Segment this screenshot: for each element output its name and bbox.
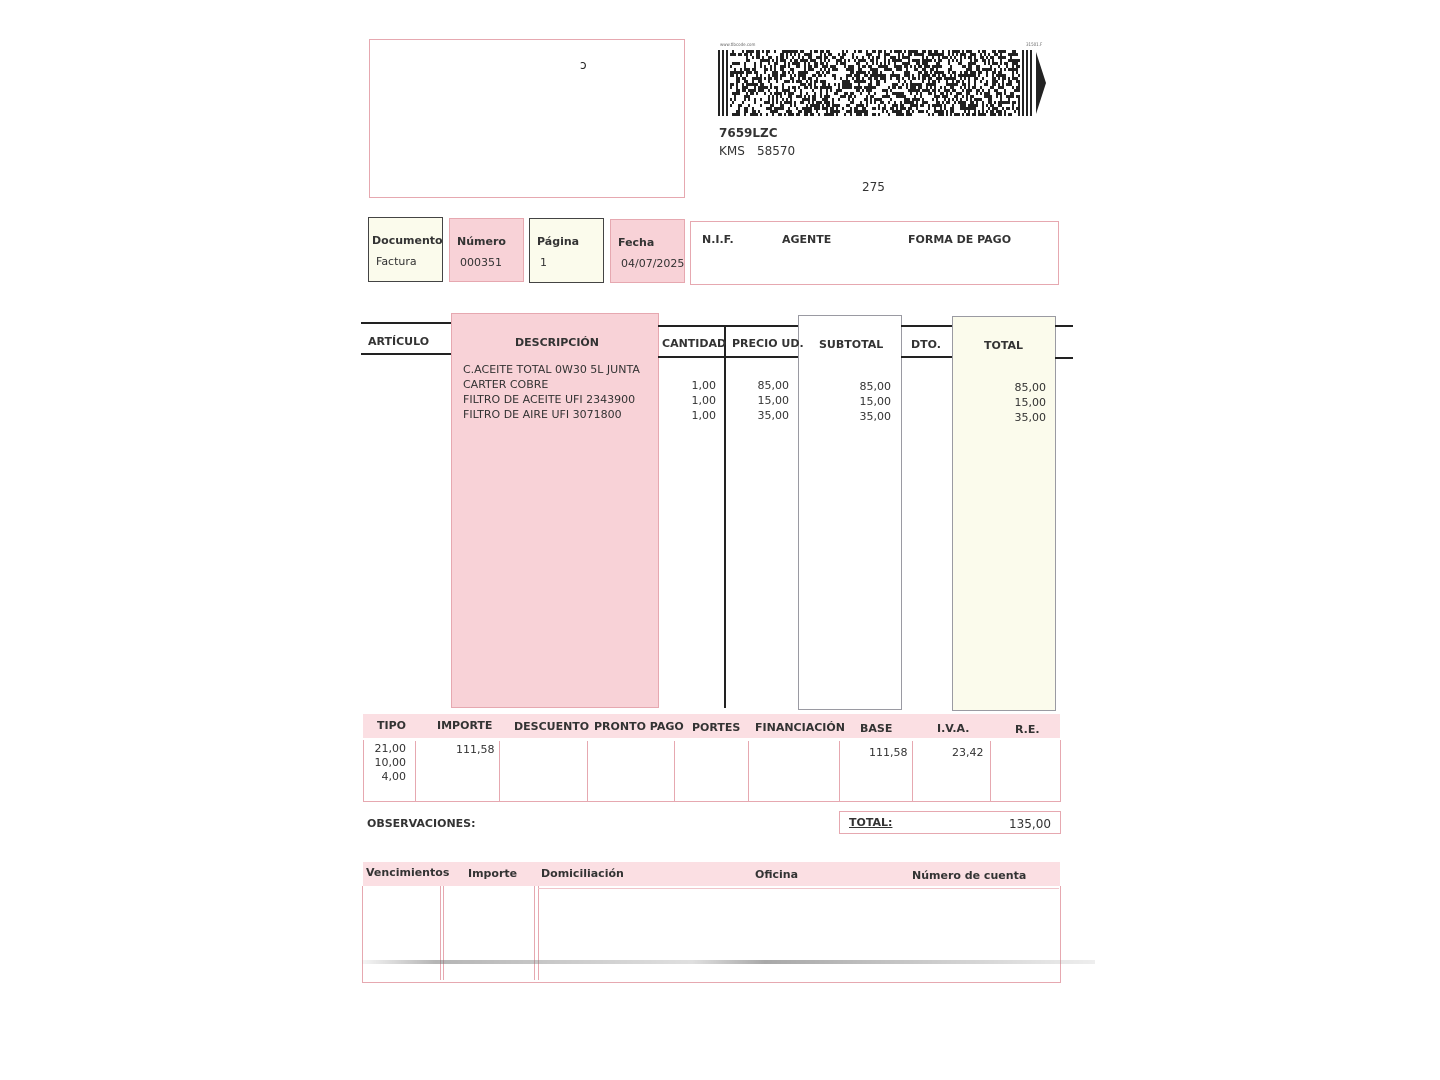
subtotal-values	[820, 380, 891, 425]
payment-inner-top	[538, 888, 1059, 889]
payment-col-divider	[443, 886, 444, 980]
tax-base-value: 111,58	[869, 746, 908, 759]
table-header-rule	[901, 356, 952, 358]
precio-cell: 35,00	[757, 409, 789, 422]
tax-iva-value: 23,42	[952, 746, 984, 759]
tipo-cell: 21,00	[374, 742, 406, 755]
total-cell: 35,00	[1014, 411, 1046, 424]
table-top-rule	[361, 322, 451, 324]
subtotal-cell: 35,00	[859, 410, 891, 423]
agente-label: AGENTE	[782, 233, 832, 246]
kms-label: KMS	[719, 144, 745, 158]
reference-number: 275	[862, 180, 885, 194]
precio-values	[730, 379, 789, 424]
tax-col-tipo: TIPO	[377, 719, 407, 732]
pay-col-numero-cuenta: Número de cuenta	[912, 869, 1027, 882]
tax-col-divider	[990, 741, 991, 801]
subtotal-cell: 85,00	[859, 380, 891, 393]
tax-col-divider	[839, 741, 840, 801]
col-subtotal: SUBTOTAL	[819, 338, 884, 351]
pagina-label: Página	[537, 235, 580, 248]
tax-col-divider	[587, 741, 588, 801]
payment-body	[362, 886, 1061, 983]
observaciones-label: OBSERVACIONES:	[367, 817, 476, 830]
tax-col-portes: PORTES	[692, 721, 741, 734]
subtotal-cell: 15,00	[859, 395, 891, 408]
total-values	[975, 381, 1046, 426]
numero-value: 000351	[460, 256, 502, 269]
pagina-box	[529, 218, 604, 283]
pay-col-oficina: Oficina	[755, 868, 799, 881]
barcode-caption-left: www.tlbcode.com	[720, 42, 756, 47]
documento-label: Documento	[372, 234, 443, 247]
fecha-value: 04/07/2025	[621, 257, 685, 270]
documento-box	[368, 217, 443, 282]
description-line: C.ACEITE TOTAL 0W30 5L JUNTA	[463, 363, 640, 376]
payment-col-divider	[534, 886, 535, 980]
payment-col-divider	[538, 886, 539, 980]
fecha-box	[610, 219, 685, 283]
table-top-rule	[1055, 325, 1073, 327]
tax-col-re: R.E.	[1015, 723, 1040, 736]
table-top-rule	[901, 325, 952, 327]
pay-col-vencimientos: Vencimientos	[366, 866, 450, 879]
tax-col-divider	[499, 741, 500, 801]
precio-cell: 85,00	[757, 379, 789, 392]
total-cell: 85,00	[1014, 381, 1046, 394]
nif-agente-pago-box	[690, 221, 1059, 285]
precio-cell: 15,00	[757, 394, 789, 407]
tax-col-divider	[415, 741, 416, 801]
tipo-cell: 4,00	[381, 770, 406, 783]
address-box	[369, 39, 685, 198]
table-header-rule	[658, 356, 798, 358]
total-cell: 15,00	[1014, 396, 1046, 409]
tax-importe-value: 111,58	[456, 743, 495, 756]
table-header-rule	[1055, 357, 1073, 359]
grand-total-value: 135,00	[1009, 817, 1051, 831]
barcode-image	[718, 50, 1046, 116]
total-column	[952, 316, 1056, 711]
description-line: FILTRO DE AIRE UFI 3071800	[463, 408, 622, 421]
pagina-value: 1	[540, 256, 547, 269]
col-cantidad: CANTIDAD	[662, 337, 727, 350]
scan-streak	[362, 960, 1095, 964]
description-line: FILTRO DE ACEITE UFI 2343900	[463, 393, 636, 406]
pay-col-domiciliacion: Domiciliación	[541, 867, 624, 880]
barcode-caption-right: 31501.F	[1026, 42, 1043, 47]
col-dto: DTO.	[911, 338, 941, 351]
table-header-rule	[361, 353, 451, 355]
grand-total-box	[839, 811, 1061, 834]
col-total: TOTAL	[984, 339, 1024, 352]
tax-col-pronto-pago: PRONTO PAGO	[594, 720, 684, 733]
description-line: CARTER COBRE	[463, 378, 549, 391]
cantidad-cell: 1,00	[691, 409, 716, 422]
tax-col-iva: I.V.A.	[937, 722, 970, 735]
numero-label: Número	[457, 235, 506, 248]
cantidad-precio-divider	[724, 325, 726, 708]
vehicle-plate: 7659LZC	[719, 126, 778, 140]
tax-col-descuento: DESCUENTO	[514, 720, 590, 733]
nif-label: N.I.F.	[702, 233, 734, 246]
cantidad-cell: 1,00	[691, 379, 716, 392]
col-descripcion: DESCRIPCIÓN	[515, 336, 599, 349]
address-mark: ↄ	[580, 58, 587, 72]
tax-col-divider	[674, 741, 675, 801]
col-articulo: ARTÍCULO	[368, 335, 430, 348]
tipo-cell: 10,00	[374, 756, 406, 769]
grand-total-label: TOTAL:	[849, 816, 893, 829]
tax-col-base: BASE	[860, 722, 893, 735]
table-top-rule	[658, 325, 798, 327]
cantidad-cell: 1,00	[691, 394, 716, 407]
col-precio: PRECIO UD.	[732, 337, 804, 350]
tax-col-importe: IMPORTE	[437, 719, 493, 732]
fecha-label: Fecha	[618, 236, 655, 249]
payment-col-divider	[440, 886, 441, 980]
tax-col-divider	[748, 741, 749, 801]
kms-value: 58570	[757, 144, 796, 158]
subtotal-column	[798, 315, 902, 710]
documento-value: Factura	[376, 255, 417, 268]
tax-col-divider	[912, 741, 913, 801]
tax-col-financiacion: FINANCIACIÓN	[755, 721, 845, 734]
cantidad-values	[660, 379, 716, 424]
tipo-values	[366, 742, 406, 784]
pay-col-importe: Importe	[468, 867, 518, 880]
forma-pago-label: FORMA DE PAGO	[908, 233, 1012, 246]
description-lines	[463, 363, 640, 423]
numero-box	[449, 218, 524, 282]
